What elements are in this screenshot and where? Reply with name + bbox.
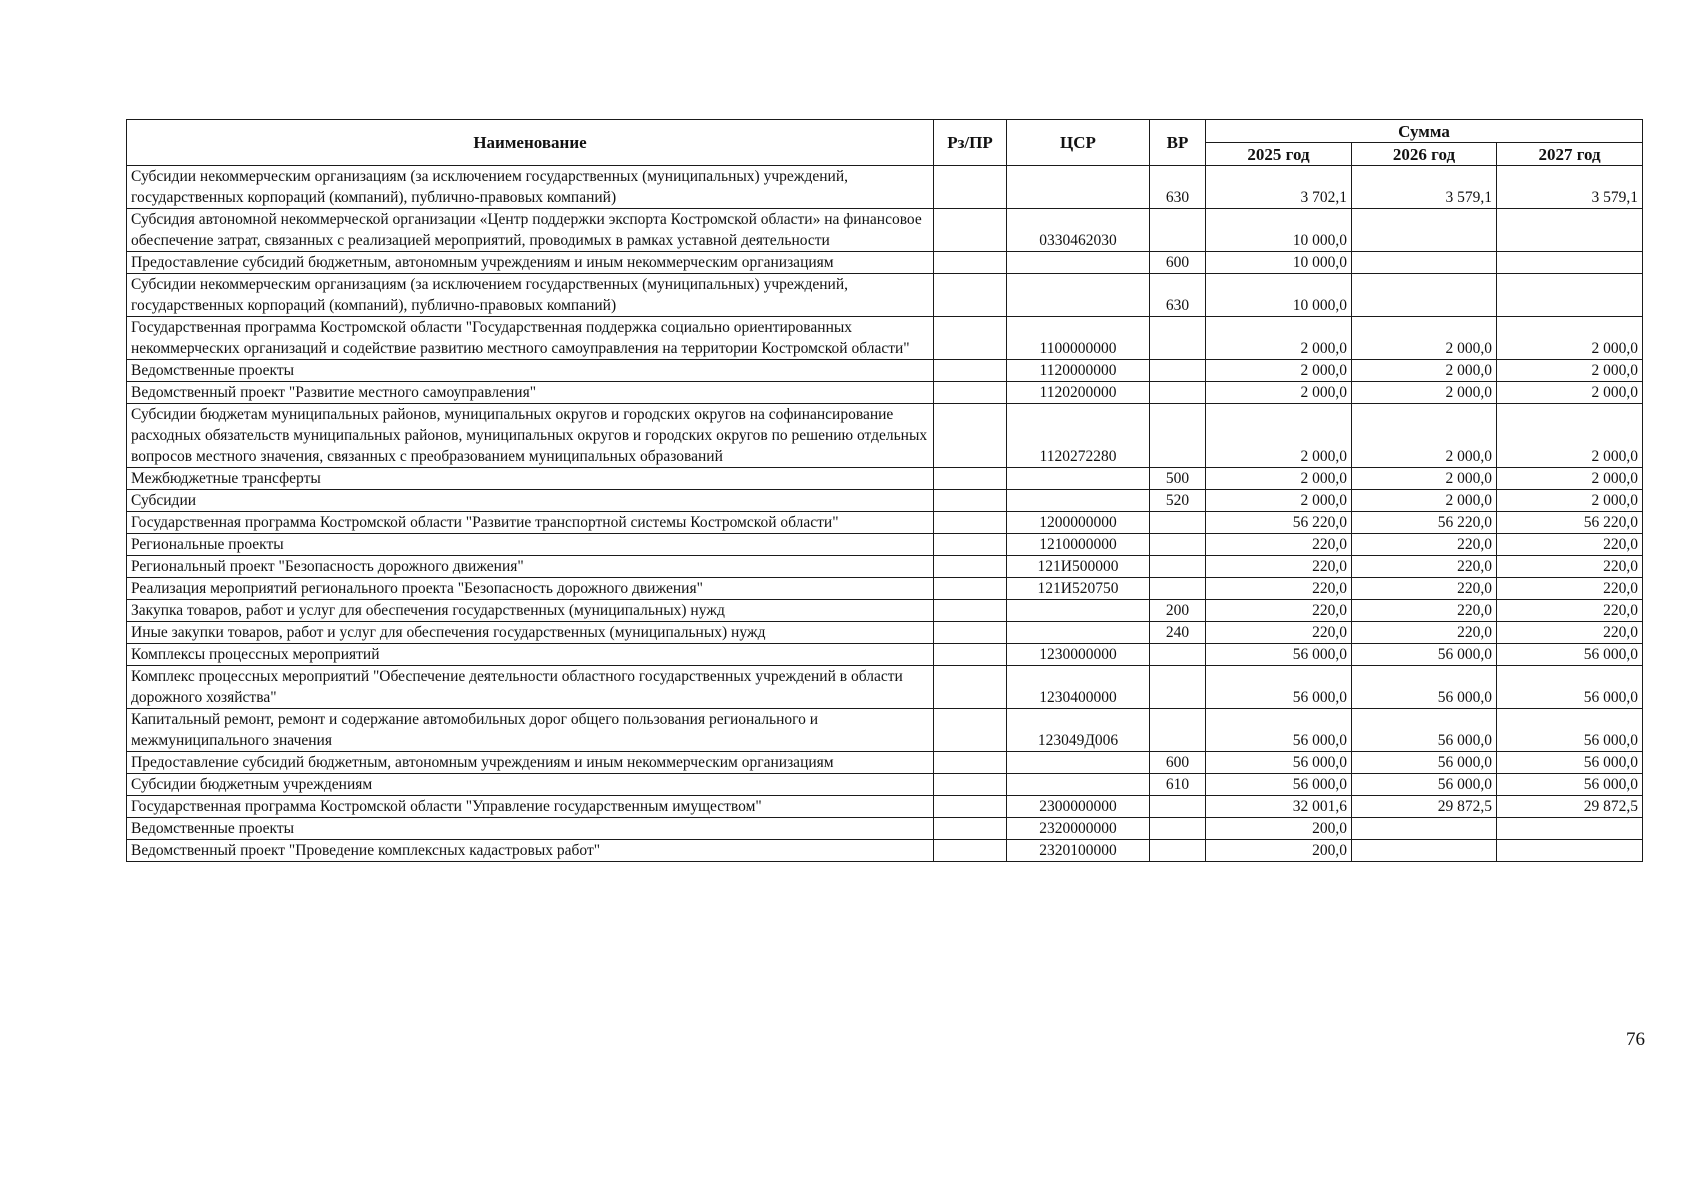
cell-2026: 220,0: [1352, 534, 1497, 556]
cell-csr: 0330462030: [1007, 209, 1150, 252]
table-body: [127, 166, 1643, 862]
cell-2027: 56 000,0: [1497, 752, 1643, 774]
header-rzpr: Рз/ПР: [934, 120, 1007, 166]
cell-2026: 3 579,1: [1352, 166, 1497, 209]
cell-2027: 220,0: [1497, 556, 1643, 578]
cell-name: Комплекс процессных мероприятий "Обеспечение деятельности областного государственных учреждений в области дорожного хозяйства": [127, 666, 934, 709]
cell-name: Субсидии некоммерческим организациям (за исключением государственных (муниципальных) учреждений, государственных корпораций (компаний), публично-правовых компаний): [127, 166, 934, 209]
cell-vr: [1150, 644, 1206, 666]
cell-name: Ведомственный проект "Проведение комплексных кадастровых работ": [127, 840, 934, 862]
cell-2027: 56 000,0: [1497, 774, 1643, 796]
table-header: [127, 120, 1643, 166]
cell-name: Ведомственные проекты: [127, 818, 934, 840]
cell-vr: [1150, 578, 1206, 600]
cell-name: Закупка товаров, работ и услуг для обеспечения государственных (муниципальных) нужд: [127, 600, 934, 622]
cell-rzpr: [934, 274, 1007, 317]
table-row: [127, 404, 1643, 468]
cell-csr: [1007, 166, 1150, 209]
cell-2025: 56 000,0: [1206, 774, 1352, 796]
cell-2025: 56 000,0: [1206, 666, 1352, 709]
cell-2027: 220,0: [1497, 600, 1643, 622]
cell-2026: 56 000,0: [1352, 774, 1497, 796]
cell-vr: [1150, 796, 1206, 818]
cell-2025: 220,0: [1206, 556, 1352, 578]
cell-vr: [1150, 534, 1206, 556]
header-vr: ВР: [1150, 120, 1206, 166]
table-row: [127, 512, 1643, 534]
cell-2025: 220,0: [1206, 578, 1352, 600]
cell-2025: 200,0: [1206, 840, 1352, 862]
cell-rzpr: [934, 468, 1007, 490]
cell-2025: 2 000,0: [1206, 317, 1352, 360]
cell-2026: 2 000,0: [1352, 317, 1497, 360]
cell-rzpr: [934, 818, 1007, 840]
table-row: [127, 709, 1643, 752]
table-row: [127, 556, 1643, 578]
cell-2025: 10 000,0: [1206, 209, 1352, 252]
cell-name: Реализация мероприятий регионального проекта "Безопасность дорожного движения": [127, 578, 934, 600]
cell-2027: 56 000,0: [1497, 644, 1643, 666]
table-row: [127, 252, 1643, 274]
cell-name: Государственная программа Костромской области "Развитие транспортной системы Костромской области": [127, 512, 934, 534]
cell-rzpr: [934, 166, 1007, 209]
cell-vr: 200: [1150, 600, 1206, 622]
table-row: [127, 360, 1643, 382]
cell-vr: [1150, 360, 1206, 382]
cell-2025: 200,0: [1206, 818, 1352, 840]
cell-2027: 29 872,5: [1497, 796, 1643, 818]
table-row: [127, 840, 1643, 862]
cell-2026: [1352, 252, 1497, 274]
cell-2026: 56 220,0: [1352, 512, 1497, 534]
table-row: [127, 166, 1643, 209]
header-row-main: [127, 120, 1643, 143]
cell-rzpr: [934, 796, 1007, 818]
cell-2025: 56 220,0: [1206, 512, 1352, 534]
cell-vr: 600: [1150, 752, 1206, 774]
header-year-2027: 2027 год: [1497, 143, 1643, 166]
cell-vr: [1150, 709, 1206, 752]
cell-csr: [1007, 600, 1150, 622]
cell-rzpr: [934, 382, 1007, 404]
cell-rzpr: [934, 317, 1007, 360]
table-row: [127, 274, 1643, 317]
cell-name: Субсидии бюджетам муниципальных районов, муниципальных округов и городских округов на софинансирование расходных обязательств муниципальных районов, муниципальных округов и городских округов по решению отдельных вопросов местного значения, связанных с преобразованием муниципальных образований: [127, 404, 934, 468]
cell-2027: 2 000,0: [1497, 468, 1643, 490]
cell-rzpr: [934, 774, 1007, 796]
cell-csr: [1007, 490, 1150, 512]
cell-2027: 2 000,0: [1497, 490, 1643, 512]
cell-csr: 1200000000: [1007, 512, 1150, 534]
cell-2025: 2 000,0: [1206, 360, 1352, 382]
table-row: [127, 317, 1643, 360]
cell-2026: 56 000,0: [1352, 752, 1497, 774]
cell-name: Региональный проект "Безопасность дорожного движения": [127, 556, 934, 578]
cell-csr: [1007, 752, 1150, 774]
cell-2025: 2 000,0: [1206, 468, 1352, 490]
cell-vr: [1150, 512, 1206, 534]
cell-name: Предоставление субсидий бюджетным, автономным учреждениям и иным некоммерческим организациям: [127, 252, 934, 274]
cell-vr: [1150, 404, 1206, 468]
cell-2026: 2 000,0: [1352, 490, 1497, 512]
cell-name: Ведомственный проект "Развитие местного самоуправления": [127, 382, 934, 404]
cell-csr: [1007, 252, 1150, 274]
cell-2025: 2 000,0: [1206, 404, 1352, 468]
cell-2026: 56 000,0: [1352, 709, 1497, 752]
cell-name: Ведомственные проекты: [127, 360, 934, 382]
cell-2025: 32 001,6: [1206, 796, 1352, 818]
cell-csr: 1210000000: [1007, 534, 1150, 556]
header-csr: ЦСР: [1007, 120, 1150, 166]
cell-rzpr: [934, 840, 1007, 862]
cell-2027: [1497, 252, 1643, 274]
table-row: [127, 382, 1643, 404]
cell-name: Капитальный ремонт, ремонт и содержание автомобильных дорог общего пользования регионального и межмуниципального значения: [127, 709, 934, 752]
cell-2027: [1497, 209, 1643, 252]
cell-2026: 56 000,0: [1352, 644, 1497, 666]
cell-csr: 1120272280: [1007, 404, 1150, 468]
cell-2027: 220,0: [1497, 534, 1643, 556]
cell-name: Субсидии бюджетным учреждениям: [127, 774, 934, 796]
cell-2026: 56 000,0: [1352, 666, 1497, 709]
cell-csr: 121И520750: [1007, 578, 1150, 600]
cell-2026: 220,0: [1352, 578, 1497, 600]
cell-vr: [1150, 382, 1206, 404]
cell-name: Иные закупки товаров, работ и услуг для обеспечения государственных (муниципальных) нужд: [127, 622, 934, 644]
cell-2025: 2 000,0: [1206, 490, 1352, 512]
cell-2026: 2 000,0: [1352, 404, 1497, 468]
cell-rzpr: [934, 404, 1007, 468]
cell-csr: 2320100000: [1007, 840, 1150, 862]
table-row: [127, 534, 1643, 556]
cell-2027: 2 000,0: [1497, 360, 1643, 382]
cell-vr: 610: [1150, 774, 1206, 796]
cell-2027: 2 000,0: [1497, 404, 1643, 468]
cell-2027: 2 000,0: [1497, 317, 1643, 360]
table-row: [127, 468, 1643, 490]
cell-rzpr: [934, 600, 1007, 622]
cell-csr: 2320000000: [1007, 818, 1150, 840]
page-number: 76: [1626, 1029, 1645, 1050]
cell-2027: [1497, 818, 1643, 840]
cell-2026: 220,0: [1352, 622, 1497, 644]
cell-2026: 2 000,0: [1352, 382, 1497, 404]
cell-2026: 220,0: [1352, 600, 1497, 622]
header-sum: Сумма: [1206, 120, 1643, 143]
cell-vr: [1150, 317, 1206, 360]
cell-rzpr: [934, 644, 1007, 666]
cell-2027: 56 220,0: [1497, 512, 1643, 534]
cell-rzpr: [934, 360, 1007, 382]
cell-2026: [1352, 818, 1497, 840]
cell-2025: 10 000,0: [1206, 274, 1352, 317]
cell-2027: [1497, 274, 1643, 317]
cell-2027: 220,0: [1497, 578, 1643, 600]
cell-2027: [1497, 840, 1643, 862]
cell-vr: 630: [1150, 166, 1206, 209]
cell-vr: [1150, 818, 1206, 840]
cell-name: Субсидии: [127, 490, 934, 512]
cell-2027: 3 579,1: [1497, 166, 1643, 209]
cell-csr: 121И500000: [1007, 556, 1150, 578]
cell-rzpr: [934, 490, 1007, 512]
cell-vr: [1150, 840, 1206, 862]
cell-vr: 500: [1150, 468, 1206, 490]
cell-vr: 240: [1150, 622, 1206, 644]
cell-csr: [1007, 774, 1150, 796]
cell-2025: 220,0: [1206, 600, 1352, 622]
cell-2027: 2 000,0: [1497, 382, 1643, 404]
cell-rzpr: [934, 252, 1007, 274]
cell-vr: [1150, 556, 1206, 578]
table-row: [127, 774, 1643, 796]
table-row: [127, 644, 1643, 666]
cell-2026: 2 000,0: [1352, 360, 1497, 382]
cell-name: Предоставление субсидий бюджетным, автономным учреждениям и иным некоммерческим организациям: [127, 752, 934, 774]
table-row: [127, 796, 1643, 818]
cell-2025: 10 000,0: [1206, 252, 1352, 274]
budget-table: [126, 119, 1643, 862]
cell-name: Межбюджетные трансферты: [127, 468, 934, 490]
table-row: [127, 666, 1643, 709]
header-name: Наименование: [127, 120, 934, 166]
cell-csr: 1100000000: [1007, 317, 1150, 360]
cell-2026: [1352, 840, 1497, 862]
cell-name: Субсидии некоммерческим организациям (за исключением государственных (муниципальных) учреждений, государственных корпораций (компаний), публично-правовых компаний): [127, 274, 934, 317]
cell-csr: [1007, 468, 1150, 490]
cell-rzpr: [934, 534, 1007, 556]
cell-csr: [1007, 622, 1150, 644]
cell-name: Комплексы процессных мероприятий: [127, 644, 934, 666]
cell-vr: [1150, 209, 1206, 252]
cell-name: Региональные проекты: [127, 534, 934, 556]
table-row: [127, 752, 1643, 774]
cell-rzpr: [934, 622, 1007, 644]
cell-2025: 56 000,0: [1206, 709, 1352, 752]
cell-2026: 220,0: [1352, 556, 1497, 578]
cell-name: Государственная программа Костромской области "Управление государственным имуществом": [127, 796, 934, 818]
cell-rzpr: [934, 209, 1007, 252]
cell-2027: 56 000,0: [1497, 666, 1643, 709]
cell-rzpr: [934, 578, 1007, 600]
cell-csr: [1007, 274, 1150, 317]
cell-vr: 520: [1150, 490, 1206, 512]
cell-rzpr: [934, 666, 1007, 709]
cell-rzpr: [934, 709, 1007, 752]
cell-rzpr: [934, 556, 1007, 578]
cell-csr: 1230000000: [1007, 644, 1150, 666]
cell-2025: 56 000,0: [1206, 644, 1352, 666]
cell-vr: 600: [1150, 252, 1206, 274]
cell-csr: 1120200000: [1007, 382, 1150, 404]
cell-2025: 220,0: [1206, 534, 1352, 556]
cell-vr: [1150, 666, 1206, 709]
table-row: [127, 578, 1643, 600]
cell-rzpr: [934, 752, 1007, 774]
cell-rzpr: [934, 512, 1007, 534]
cell-csr: 1230400000: [1007, 666, 1150, 709]
cell-vr: 630: [1150, 274, 1206, 317]
table-row: [127, 818, 1643, 840]
cell-2025: 56 000,0: [1206, 752, 1352, 774]
header-year-2026: 2026 год: [1352, 143, 1497, 166]
table-row: [127, 209, 1643, 252]
cell-2026: [1352, 274, 1497, 317]
cell-name: Государственная программа Костромской области "Государственная поддержка социально ориентированных некоммерческих организаций и содействие развитию местного самоуправления на территории Костромской области": [127, 317, 934, 360]
cell-csr: 123049Д006: [1007, 709, 1150, 752]
cell-2026: [1352, 209, 1497, 252]
cell-2026: 29 872,5: [1352, 796, 1497, 818]
table-row: [127, 622, 1643, 644]
header-year-2025: 2025 год: [1206, 143, 1352, 166]
cell-2027: 220,0: [1497, 622, 1643, 644]
table-row: [127, 490, 1643, 512]
cell-name: Субсидия автономной некоммерческой организации «Центр поддержки экспорта Костромской области» на финансовое обеспечение затрат, связанных с реализацией мероприятий, проводимых в рамках уставной деятельности: [127, 209, 934, 252]
cell-2026: 2 000,0: [1352, 468, 1497, 490]
cell-csr: 1120000000: [1007, 360, 1150, 382]
cell-2025: 2 000,0: [1206, 382, 1352, 404]
table-row: [127, 600, 1643, 622]
cell-2025: 3 702,1: [1206, 166, 1352, 209]
cell-2025: 220,0: [1206, 622, 1352, 644]
cell-csr: 2300000000: [1007, 796, 1150, 818]
cell-2027: 56 000,0: [1497, 709, 1643, 752]
